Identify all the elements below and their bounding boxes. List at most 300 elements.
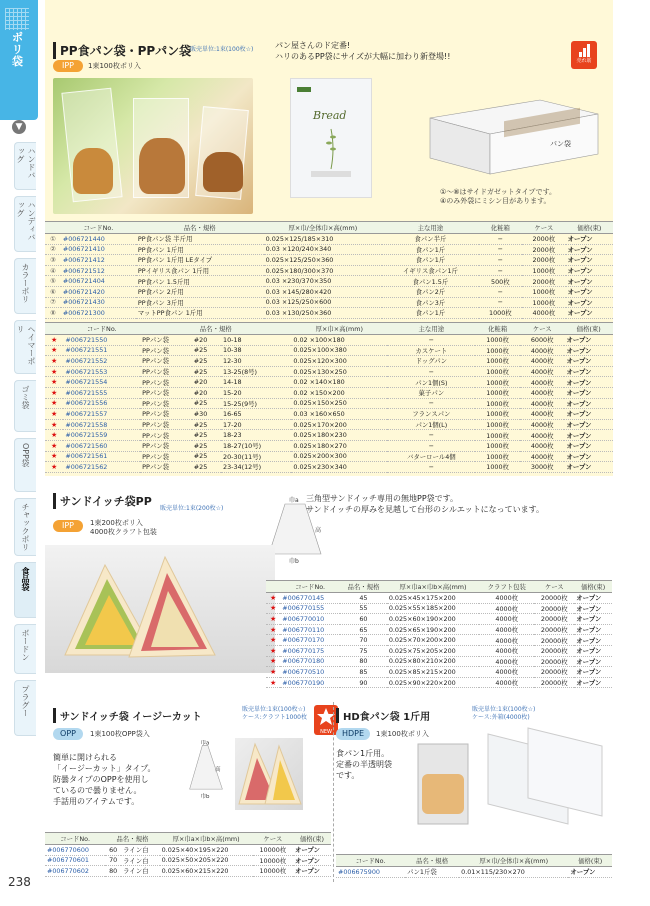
desc-line-4: ているので曇りません。	[53, 786, 142, 795]
table-cell: 10000枚	[253, 855, 293, 866]
bread-shape	[139, 138, 185, 194]
table-cell: 0.025×180/300×370	[264, 265, 383, 276]
table-cell: オープン	[574, 677, 612, 688]
sidebar-tab[interactable]	[14, 196, 36, 252]
table-cell: 6000枚	[520, 335, 565, 346]
sidebar-tab-label: プラグー	[21, 685, 30, 717]
table-cell: PP食パン 1.5斤用	[136, 276, 264, 287]
table-cell: 80	[340, 656, 387, 667]
table-cell: #006721562	[63, 462, 140, 473]
table-cell: 0.025×55×185×200	[387, 603, 479, 614]
table-header: コードNo.	[45, 833, 105, 845]
table-cell: 0.025×200×300	[291, 451, 387, 462]
table-row	[266, 614, 612, 625]
table-cell: 10-18	[221, 335, 291, 346]
table-cell: オープン	[564, 419, 613, 430]
table-cell: PPパン袋	[140, 356, 192, 367]
table-cell: PPパン袋	[140, 366, 192, 377]
sidebar-tab-label: 食品袋	[21, 567, 30, 591]
table-cell: #006770510	[280, 667, 340, 678]
category-tab[interactable]	[0, 0, 38, 120]
section-title-easycut: サンドイッチ袋 イージーカット	[53, 708, 202, 723]
table-header: ケース	[534, 581, 574, 593]
sale-unit-easycut	[242, 706, 307, 722]
table-cell: #006770145	[280, 593, 340, 604]
table-cell: 4000枚	[479, 656, 534, 667]
table-cell: 14-18	[221, 377, 291, 388]
table-cell: オープン	[566, 276, 613, 287]
table-cell: 食パン3斤	[382, 297, 478, 308]
table-header: コードNo.	[61, 222, 136, 234]
sidebar-tab-label: ハンディバッグ	[16, 201, 36, 241]
sidebar-tab-label: チャックポリ	[21, 503, 30, 551]
table-row	[45, 356, 613, 367]
table-cell: 4000枚	[479, 667, 534, 678]
pp-shokupan-table	[45, 221, 613, 319]
table-cell: 0.025×125/185×310	[264, 234, 383, 245]
table-cell: イギリス食パン1斤	[382, 265, 478, 276]
table-cell: 70	[105, 855, 121, 866]
table-row	[266, 624, 612, 635]
table-cell: −	[479, 234, 523, 245]
sidebar-tab-label: OPP袋	[21, 443, 30, 467]
table-cell: オープン	[574, 656, 612, 667]
table-cell: ①	[45, 234, 61, 245]
table-cell: オープン	[574, 624, 612, 635]
table-cell: #006721558	[63, 419, 140, 430]
table-cell: ②	[45, 244, 61, 255]
new-icon: ★	[266, 614, 280, 625]
table-cell: −	[387, 398, 475, 409]
new-icon: ★	[45, 440, 63, 451]
table-cell: 4000枚	[520, 409, 565, 420]
easycut-description	[53, 752, 156, 807]
table-cell: 4000枚	[479, 614, 534, 625]
table-cell: 2000枚	[522, 244, 566, 255]
table-cell: #006770110	[280, 624, 340, 635]
table-header: 価格(束)	[574, 581, 612, 593]
table-cell: 0.025×45×175×200	[387, 593, 479, 604]
pack-line-1: 1束200枚ポリ入	[90, 519, 143, 527]
table-cell: 食パン2斤	[382, 286, 478, 297]
table-cell: 0.02 ×100×180	[291, 335, 387, 346]
table-cell: 20000枚	[534, 677, 574, 688]
table-cell: 1000枚	[475, 409, 520, 420]
section-title-hd: HD食パン袋 1斤用	[336, 708, 430, 723]
table-cell: 10-38	[221, 345, 291, 356]
table-cell: ライン白	[121, 845, 159, 856]
table-cell: オープン	[564, 345, 613, 356]
table-row	[266, 593, 612, 604]
table-cell: #006770600	[45, 845, 105, 856]
table-cell: オープン	[564, 398, 613, 409]
new-icon: ★	[45, 387, 63, 398]
table-cell: オープン	[574, 593, 612, 604]
table-cell: パン1個(S)	[387, 377, 475, 388]
table-cell: #006721410	[61, 244, 136, 255]
table-cell: 1000枚	[475, 366, 520, 377]
gusset-note	[440, 188, 556, 206]
table-cell: 1000枚	[475, 430, 520, 441]
table-cell: 0.025×75×205×200	[387, 645, 479, 656]
table-row	[45, 866, 331, 877]
sale-unit-line-2: ケース:クラフト1000枚	[242, 714, 307, 721]
table-cell: オープン	[564, 335, 613, 346]
table-cell: 17-20	[221, 419, 291, 430]
table-cell: 0.025×180×230	[291, 430, 387, 441]
table-cell: 0.025×70×200×200	[387, 635, 479, 646]
pack-info-pp: 1束100枚ポリ入	[88, 62, 141, 70]
sidebar-tab-label: ヘイマーポリ	[16, 325, 36, 365]
table-cell: #006770170	[280, 635, 340, 646]
table-cell: 15-20	[221, 387, 291, 398]
rank-label: 売れ筋	[576, 58, 592, 64]
table-row	[45, 276, 613, 287]
new-icon: ★	[266, 593, 280, 604]
sidebar-tab[interactable]	[14, 320, 36, 374]
note-line-1: ①～⑧はサイドガゼットタイプです。	[440, 188, 557, 196]
table-cell: 20000枚	[534, 667, 574, 678]
table-cell: 60	[105, 845, 121, 856]
table-cell: 1000枚	[475, 335, 520, 346]
table-cell: 0.025×80×210×200	[387, 656, 479, 667]
table-cell: ⑤	[45, 276, 61, 287]
table-cell: 20000枚	[534, 656, 574, 667]
table-cell: 12-30	[221, 356, 291, 367]
table-cell: 0.03 ×230/370×350	[264, 276, 383, 287]
table-cell: #006721561	[63, 451, 140, 462]
sidebar-tab-label: ハンドバッグ	[16, 147, 36, 179]
table-cell: 4000枚	[479, 624, 534, 635]
sidebar-tab[interactable]	[14, 438, 36, 492]
table-cell: 4000枚	[479, 603, 534, 614]
table-cell: 85	[340, 667, 387, 678]
table-cell: オープン	[568, 867, 612, 878]
material-badge-hdpe: HDPE	[336, 728, 370, 740]
table-cell: 0.01×115/230×270	[459, 867, 568, 878]
table-header: ケース	[522, 222, 566, 234]
table-cell: 1000枚	[522, 297, 566, 308]
table-cell: 食パン1斤	[382, 308, 478, 319]
table-cell: #006770010	[280, 614, 340, 625]
table-row	[45, 398, 613, 409]
bread-bags-photo	[53, 78, 253, 214]
table-cell: 0.025×60×215×220	[160, 866, 253, 877]
bestseller-badge	[571, 41, 597, 69]
table-cell: PPパン袋	[140, 419, 192, 430]
table-cell: オープン	[564, 430, 613, 441]
new-icon: ★	[45, 462, 63, 473]
table-cell: #006721512	[61, 265, 136, 276]
new-label: NEW	[320, 729, 332, 735]
table-cell: オープン	[566, 244, 613, 255]
new-icon: ★	[45, 398, 63, 409]
table-cell: #25	[192, 451, 221, 462]
table-cell: ⑥	[45, 286, 61, 297]
table-cell: パン1個(L)	[387, 419, 475, 430]
table-cell: 0.025×130×250	[291, 366, 387, 377]
sidebar-tab[interactable]	[14, 258, 36, 314]
table-cell: ライン白	[121, 855, 159, 866]
sale-unit-line-1: 販売単位:1束(100枚☆)	[472, 706, 536, 713]
dim-a-label: 巾a	[200, 740, 210, 747]
table-cell: 4000枚	[479, 593, 534, 604]
sidebar-tab[interactable]	[14, 498, 36, 556]
table-cell: 90	[340, 677, 387, 688]
table-row	[45, 297, 613, 308]
new-icon: ★	[266, 603, 280, 614]
section-title-pp: PP食パン袋・PPパン袋	[53, 42, 191, 59]
dim-b-label: 巾b	[289, 558, 299, 565]
table-cell: #006721560	[63, 440, 140, 451]
table-cell: 65	[340, 624, 387, 635]
table-header	[266, 581, 280, 593]
table-cell: ライン白	[121, 866, 159, 877]
table-cell: 食パン1斤	[382, 244, 478, 255]
sale-unit-line-2: ケース:外箱(4000枚)	[472, 714, 530, 721]
desc-line-3: 防曇タイプのOPPを使用し	[53, 775, 149, 784]
bread-shape	[203, 152, 243, 192]
table-row	[45, 308, 613, 319]
table-cell: 0.025×90×220×200	[387, 677, 479, 688]
table-cell: #006770602	[45, 866, 105, 877]
desc-line-1: 三角型サンドイッチ専用の無地PP袋です。	[306, 494, 459, 503]
table-cell: 80	[105, 866, 121, 877]
table-row	[45, 409, 613, 420]
table-cell: 2000枚	[522, 234, 566, 245]
sidebar	[0, 0, 38, 906]
table-cell: 4000枚	[520, 345, 565, 356]
table-cell: 4000枚	[522, 308, 566, 319]
new-icon: ★	[266, 677, 280, 688]
table-cell: 16-65	[221, 409, 291, 420]
table-row	[266, 645, 612, 656]
pack-info-easycut: 1束100枚OPP袋入	[90, 730, 150, 738]
new-icon: ★	[45, 409, 63, 420]
table-cell: #006721555	[63, 387, 140, 398]
sidebar-tab[interactable]	[14, 624, 36, 674]
new-icon: ★	[45, 345, 63, 356]
table-cell: オープン	[564, 377, 613, 388]
table-cell: PPパン袋	[140, 335, 192, 346]
easycut-sandwich-illustration	[235, 738, 303, 810]
table-cell: オープン	[293, 845, 331, 856]
table-cell: 13-25(8号)	[221, 366, 291, 377]
new-icon: ★	[266, 624, 280, 635]
sidebar-tab[interactable]	[14, 680, 36, 736]
table-header: 品名・規格	[136, 222, 264, 234]
bag-logo: Bread	[313, 109, 347, 122]
table-cell: オープン	[574, 603, 612, 614]
rank-chart-icon	[571, 41, 597, 57]
catch-line-1: パン屋さんのド定番!	[275, 41, 351, 50]
table-header	[45, 222, 61, 234]
table-cell: #006721412	[61, 255, 136, 266]
table-cell: 1000枚	[479, 308, 523, 319]
table-cell: PPパン袋	[140, 409, 192, 420]
table-cell: #006721440	[61, 234, 136, 245]
table-row	[45, 430, 613, 441]
table-cell: ドッグパン	[387, 356, 475, 367]
table-cell: −	[479, 244, 523, 255]
table-cell: 55	[340, 603, 387, 614]
material-badge-opp: OPP	[53, 728, 83, 740]
table-cell: −	[479, 286, 523, 297]
sale-unit-sandwich: 販売単位:1束(200枚☆)	[160, 505, 224, 512]
table-cell: PP食パン袋 半斤用	[136, 234, 264, 245]
new-icon: ★	[45, 356, 63, 367]
easycut-diagram	[186, 740, 226, 800]
sidebar-tab[interactable]	[14, 380, 36, 432]
table-cell: 60	[340, 614, 387, 625]
table-header: 主な用途	[382, 222, 478, 234]
table-cell: 1000枚	[475, 440, 520, 451]
table-cell: オープン	[564, 451, 613, 462]
table-header: 品名・規格	[340, 581, 387, 593]
wheat-icon	[291, 79, 371, 197]
table-cell: 菓子パン	[387, 387, 475, 398]
material-badge-ipp: IPP	[53, 60, 83, 72]
table-header: ケース	[253, 833, 293, 845]
new-icon: ★	[266, 656, 280, 667]
table-cell: #006721557	[63, 409, 140, 420]
table-header: 厚×巾a×巾b×高(mm)	[160, 833, 253, 845]
table-cell: 2000枚	[522, 276, 566, 287]
catch-copy	[275, 40, 450, 62]
category-label: ポリ袋	[12, 31, 23, 68]
table-cell: PPイギリス食パン 1斤用	[136, 265, 264, 276]
table-cell: #25	[192, 356, 221, 367]
table-cell: 4000枚	[520, 440, 565, 451]
table-cell: 食パン1.5斤	[382, 276, 478, 287]
table-header: 厚×巾×高(mm)	[291, 323, 387, 335]
table-cell: 1000枚	[475, 377, 520, 388]
new-icon: ★	[45, 335, 63, 346]
desc-line-1: 食パン1斤用。	[336, 749, 390, 758]
table-row	[266, 667, 612, 678]
pp-pan-table	[45, 322, 613, 473]
table-cell: 4000枚	[479, 635, 534, 646]
table-cell: ⑦	[45, 297, 61, 308]
table-cell: 1000枚	[475, 398, 520, 409]
table-cell: 0.025×230×340	[291, 462, 387, 473]
table-header: 品名・規格	[405, 855, 459, 867]
table-cell: 4000枚	[520, 451, 565, 462]
table-row	[45, 377, 613, 388]
table-cell: 0.025×120×300	[291, 356, 387, 367]
table-cell: 1000枚	[522, 286, 566, 297]
table-cell: 2000枚	[522, 255, 566, 266]
table-cell: 0.025×170×200	[291, 419, 387, 430]
table-cell: 4000枚	[520, 419, 565, 430]
table-cell: 1000枚	[475, 345, 520, 356]
table-cell: 1000枚	[475, 356, 520, 367]
new-icon: ★	[45, 366, 63, 377]
table-cell: #25	[192, 398, 221, 409]
table-cell: 20000枚	[534, 593, 574, 604]
table-row	[45, 335, 613, 346]
section-title-sandwich: サンドイッチ袋PP	[53, 493, 152, 509]
catch-line-2: ハリのあるPP袋にサイズが大幅に加わり新登場!!	[275, 52, 451, 61]
table-cell: オープン	[574, 645, 612, 656]
table-cell: オープン	[564, 440, 613, 451]
table-cell: 10000枚	[253, 845, 293, 856]
table-header: 価格(束)	[566, 222, 613, 234]
table-cell: #25	[192, 419, 221, 430]
table-cell: 18-27(10号)	[221, 440, 291, 451]
table-cell: 15-25(9号)	[221, 398, 291, 409]
table-cell: 0.025×85×215×200	[387, 667, 479, 678]
table-cell: 75	[340, 645, 387, 656]
table-cell: フランスパン	[387, 409, 475, 420]
table-cell: 3000枚	[520, 462, 565, 473]
section-divider	[333, 702, 334, 882]
table-cell: 1000枚	[475, 419, 520, 430]
table-row	[45, 855, 331, 866]
table-cell: オープン	[293, 866, 331, 877]
table-cell: オープン	[566, 308, 613, 319]
table-header: コードNo.	[63, 323, 140, 335]
table-cell: オープン	[564, 462, 613, 473]
table-cell: 20000枚	[534, 614, 574, 625]
new-badge	[314, 705, 338, 735]
table-cell: 4000枚	[479, 677, 534, 688]
table-cell: PPパン袋	[140, 398, 192, 409]
table-cell: PP食パン 1斤用 LEタイプ	[136, 255, 264, 266]
hd-description	[336, 748, 392, 781]
table-cell: 45	[340, 593, 387, 604]
table-cell: 20-30(11号)	[221, 451, 291, 462]
table-cell: オープン	[566, 234, 613, 245]
table-cell: #006721550	[63, 335, 140, 346]
sidebar-tab[interactable]	[14, 562, 36, 618]
table-cell: −	[387, 366, 475, 377]
table-header: 主な用途	[387, 323, 475, 335]
table-cell: 4000枚	[520, 387, 565, 398]
table-cell: 0.025×50×205×220	[160, 855, 253, 866]
table-cell: マットPP食パン 1斤用	[136, 308, 264, 319]
table-cell: オープン	[566, 286, 613, 297]
pack-line-2: 4000枚クラフト包装	[90, 528, 157, 536]
table-row	[45, 845, 331, 856]
material-badge-ipp: IPP	[53, 520, 83, 532]
desc-line-2: 「イージーカット」タイプ。	[53, 764, 156, 773]
table-cell: PP食パン 1斤用	[136, 244, 264, 255]
table-cell: −	[387, 440, 475, 451]
table-cell: 1000枚	[475, 387, 520, 398]
table-cell: 0.025×150×250	[291, 398, 387, 409]
table-cell: 0.03 ×125/250×600	[264, 297, 383, 308]
table-cell: 食パン半斤	[382, 234, 478, 245]
table-cell: オープン	[564, 409, 613, 420]
new-icon: ★	[266, 667, 280, 678]
table-cell: 0.025×100×380	[291, 345, 387, 356]
sidebar-tab[interactable]	[14, 142, 36, 190]
bread-shape	[73, 148, 113, 194]
sale-unit-hd	[472, 706, 535, 722]
table-cell: 4000枚	[520, 356, 565, 367]
table-cell: −	[387, 462, 475, 473]
desc-line-5: 手話用のアイテムです。	[53, 797, 140, 806]
pack-info-sandwich	[90, 519, 157, 537]
new-icon: ★	[45, 451, 63, 462]
sale-unit-line-1: 販売単位:1束(100枚☆)	[242, 706, 306, 713]
table-cell: #006721420	[61, 286, 136, 297]
sidebar-tab-label: ゴミ袋	[21, 385, 30, 409]
table-cell: 4000枚	[479, 645, 534, 656]
table-cell: #006770180	[280, 656, 340, 667]
table-cell: #006770175	[280, 645, 340, 656]
